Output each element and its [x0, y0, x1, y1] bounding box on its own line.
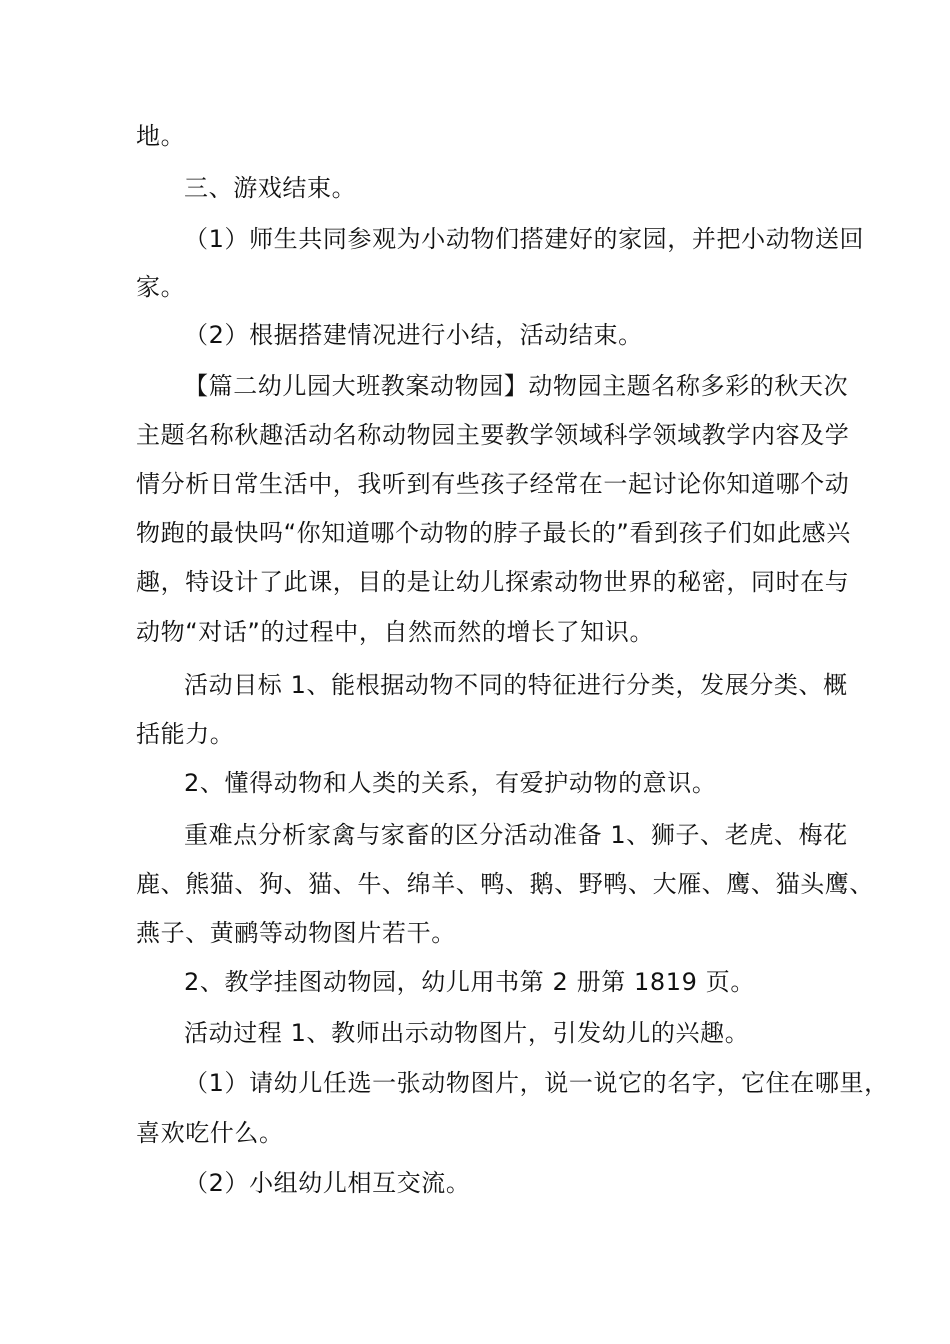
text-line: 情分析日常生活中，我听到有些孩子经常在一起讨论你知道哪个动	[136, 470, 850, 498]
text-line: 趣，特设计了此课，目的是让幼儿探索动物世界的秘密，同时在与	[136, 568, 850, 596]
text-line: （2）根据搭建情况进行小结，活动结束。	[184, 321, 643, 349]
text-line: 活动过程 1、教师出示动物图片，引发幼儿的兴趣。	[184, 1019, 750, 1047]
text-line: 物跑的最快吗“你知道哪个动物的脖子最长的”看到孩子们如此感兴	[136, 519, 851, 547]
text-line: （1）师生共同参观为小动物们搭建好的家园，并把小动物送回	[184, 225, 865, 253]
section-heading: 三、游戏结束。	[184, 174, 357, 202]
text-line: 喜欢吃什么。	[136, 1119, 284, 1147]
text-line: 重难点分析家禽与家畜的区分活动准备 1、狮子、老虎、梅花	[184, 821, 848, 849]
text-line: 2、教学挂图动物园，幼儿用书第 2 册第 1819 页。	[184, 968, 755, 996]
text-line: 主题名称秋趣活动名称动物园主要教学领域科学领域教学内容及学	[136, 421, 850, 449]
text-line: 家。	[136, 273, 186, 301]
text-line: 2、懂得动物和人类的关系，有爱护动物的意识。	[184, 769, 717, 797]
text-line: 动物“对话”的过程中，自然而然的增长了知识。	[136, 618, 655, 646]
text-line: 括能力。	[136, 720, 235, 748]
text-line: 活动目标 1、能根据动物不同的特征进行分类，发展分类、概	[184, 671, 848, 699]
text-line: 鹿、熊猫、狗、猫、牛、绵羊、鸭、鹅、野鸭、大雁、鹰、猫头鹰、	[136, 870, 874, 898]
text-line: 地。	[136, 122, 186, 150]
text-line: 【篇二幼儿园大班教案动物园】动物园主题名称多彩的秋天次	[184, 372, 849, 400]
text-line: 燕子、黄鹂等动物图片若干。	[136, 919, 456, 947]
text-line: （2）小组幼儿相互交流。	[184, 1169, 471, 1197]
text-line: （1）请幼儿任选一张动物图片，说一说它的名字，它住在哪里，	[184, 1069, 889, 1097]
